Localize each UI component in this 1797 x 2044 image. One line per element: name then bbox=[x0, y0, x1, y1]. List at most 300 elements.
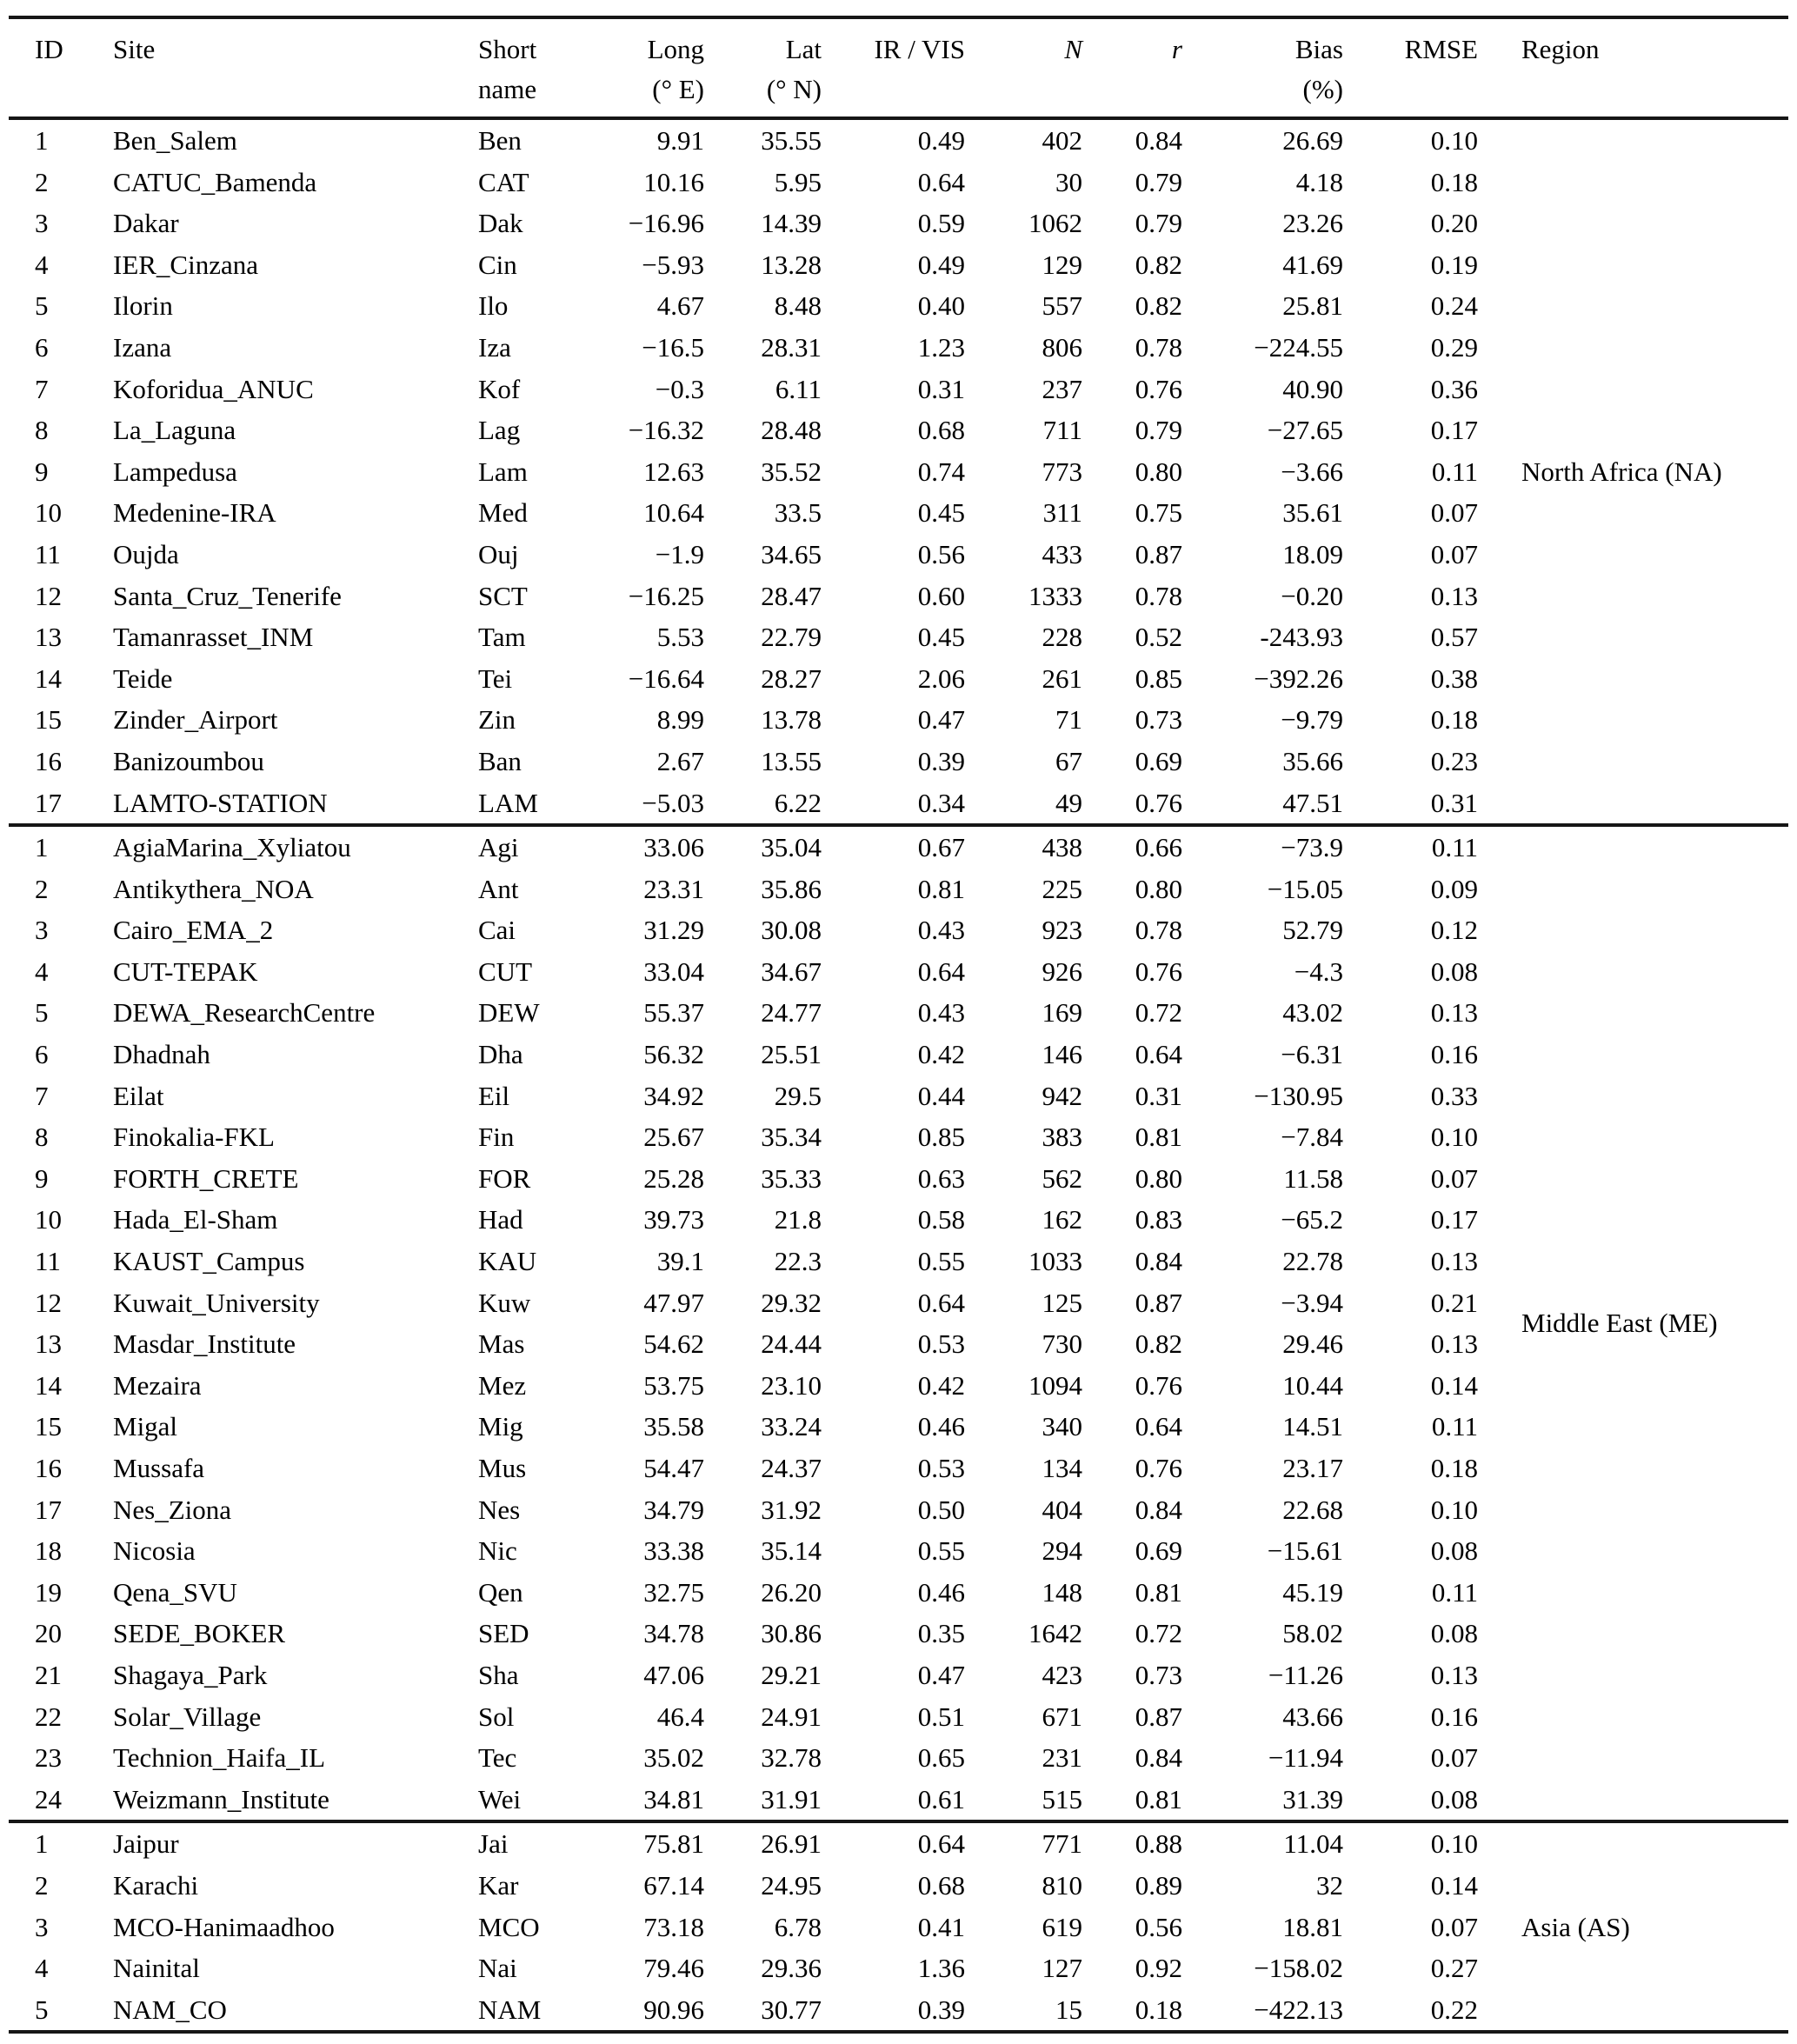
cell-bias: 32 bbox=[1316, 1869, 1343, 1901]
region-section bbox=[9, 825, 1788, 1821]
cell-n: 771 bbox=[1042, 1828, 1082, 1860]
cell-r: 0.69 bbox=[1135, 745, 1182, 776]
cell-n: 1333 bbox=[1028, 580, 1082, 611]
cell-short-name: NAM bbox=[478, 1994, 542, 2025]
header-id: ID bbox=[35, 34, 63, 64]
cell-id: 19 bbox=[35, 1576, 62, 1608]
cell-r: 0.76 bbox=[1135, 1369, 1182, 1401]
cell-id: 2 bbox=[35, 166, 49, 197]
cell-short-name: Kof bbox=[478, 373, 521, 404]
cell-id: 3 bbox=[35, 208, 49, 239]
cell-rmse: 0.14 bbox=[1430, 1869, 1478, 1901]
cell-bias: −4.3 bbox=[1294, 955, 1343, 987]
cell-site: Mezaira bbox=[113, 1369, 202, 1401]
cell-id: 7 bbox=[35, 1080, 49, 1111]
cell-long: 39.1 bbox=[656, 1246, 704, 1277]
cell-long: 10.64 bbox=[643, 497, 704, 529]
cell-id: 21 bbox=[35, 1659, 62, 1690]
cell-ir-vis: 0.31 bbox=[917, 373, 965, 404]
cell-r: 0.72 bbox=[1135, 1618, 1182, 1649]
cell-rmse: 0.11 bbox=[1431, 1411, 1478, 1442]
cell-lat: 22.3 bbox=[774, 1246, 822, 1277]
cell-lat: 6.22 bbox=[774, 787, 822, 818]
cell-n: 773 bbox=[1042, 456, 1082, 487]
cell-lat: 29.36 bbox=[761, 1953, 822, 1984]
cell-r: 0.76 bbox=[1135, 955, 1182, 987]
cell-short-name: Mez bbox=[478, 1369, 527, 1401]
cell-ir-vis: 0.61 bbox=[917, 1783, 965, 1814]
cell-site: Solar_Village bbox=[113, 1701, 262, 1732]
cell-r: 0.52 bbox=[1135, 622, 1182, 653]
cell-n: 125 bbox=[1042, 1287, 1082, 1318]
cell-n: 162 bbox=[1042, 1204, 1082, 1235]
cell-long: 4.67 bbox=[656, 290, 704, 322]
cell-lat: 34.65 bbox=[761, 538, 822, 569]
cell-lat: 29.5 bbox=[774, 1080, 822, 1111]
cell-ir-vis: 0.49 bbox=[917, 125, 965, 156]
cell-rmse: 0.13 bbox=[1430, 580, 1478, 611]
cell-rmse: 0.08 bbox=[1430, 1783, 1478, 1814]
region-cell: Middle East (ME) bbox=[1521, 1308, 1718, 1339]
cell-lat: 30.77 bbox=[761, 1994, 822, 2025]
cell-rmse: 0.29 bbox=[1430, 331, 1478, 363]
cell-rmse: 0.38 bbox=[1430, 662, 1478, 694]
cell-r: 0.78 bbox=[1135, 580, 1182, 611]
cell-id: 23 bbox=[35, 1742, 62, 1774]
cell-bias: −7.84 bbox=[1281, 1122, 1343, 1153]
cell-long: 25.28 bbox=[643, 1162, 704, 1194]
cell-id: 4 bbox=[35, 1953, 49, 1984]
cell-bias: 31.39 bbox=[1282, 1783, 1343, 1814]
cell-short-name: Ban bbox=[478, 745, 522, 776]
cell-ir-vis: 0.64 bbox=[917, 1828, 965, 1860]
cell-long: 53.75 bbox=[643, 1369, 704, 1401]
cell-site: Ben_Salem bbox=[113, 125, 237, 156]
cell-rmse: 0.11 bbox=[1431, 832, 1478, 863]
header-long: Long (° E) bbox=[647, 34, 704, 104]
cell-lat: 30.86 bbox=[761, 1618, 822, 1649]
cell-id: 5 bbox=[35, 997, 49, 1029]
cell-lat: 35.52 bbox=[761, 456, 822, 487]
cell-short-name: SCT bbox=[478, 580, 528, 611]
cell-site: Weizmann_Institute bbox=[113, 1783, 329, 1814]
cell-n: 711 bbox=[1042, 415, 1082, 446]
cell-r: 0.83 bbox=[1135, 1204, 1182, 1235]
cell-long: 47.06 bbox=[643, 1659, 704, 1690]
cell-r: 0.80 bbox=[1135, 873, 1182, 904]
cell-r: 0.69 bbox=[1135, 1535, 1182, 1567]
cell-site: Karachi bbox=[113, 1869, 199, 1901]
cell-short-name: Med bbox=[478, 497, 528, 529]
cell-ir-vis: 0.64 bbox=[917, 955, 965, 987]
cell-n: 146 bbox=[1042, 1039, 1082, 1070]
cell-id: 9 bbox=[35, 1162, 49, 1194]
region-cell: Asia (AS) bbox=[1521, 1911, 1630, 1942]
cell-id: 10 bbox=[35, 497, 62, 529]
cell-ir-vis: 0.41 bbox=[917, 1911, 965, 1942]
cell-r: 0.87 bbox=[1135, 1287, 1182, 1318]
cell-long: 10.16 bbox=[643, 166, 704, 197]
cell-short-name: Agi bbox=[478, 832, 519, 863]
cell-long: 33.04 bbox=[643, 955, 704, 987]
cell-lat: 31.92 bbox=[761, 1494, 822, 1525]
cell-id: 17 bbox=[35, 787, 62, 818]
cell-id: 17 bbox=[35, 1494, 62, 1525]
cell-short-name: Tei bbox=[478, 662, 513, 694]
cell-n: 402 bbox=[1042, 125, 1082, 156]
cell-n: 433 bbox=[1042, 538, 1082, 569]
cell-n: 127 bbox=[1042, 1953, 1082, 1984]
cell-ir-vis: 0.47 bbox=[917, 1659, 965, 1690]
cell-short-name: Fin bbox=[478, 1122, 515, 1153]
cell-n: 134 bbox=[1042, 1453, 1082, 1483]
cell-lat: 21.8 bbox=[774, 1204, 822, 1235]
cell-lat: 35.86 bbox=[761, 873, 822, 904]
cell-n: 730 bbox=[1042, 1328, 1082, 1360]
cell-bias: −392.26 bbox=[1254, 662, 1343, 694]
cell-rmse: 0.18 bbox=[1430, 166, 1478, 197]
cell-long: −16.64 bbox=[628, 662, 704, 694]
cell-site: Hada_El-Sham bbox=[113, 1204, 278, 1235]
cell-bias: 47.51 bbox=[1282, 787, 1343, 818]
cell-bias: −15.05 bbox=[1267, 873, 1343, 904]
cell-site: Oujda bbox=[113, 538, 179, 569]
cell-long: 34.92 bbox=[643, 1080, 704, 1111]
cell-r: 0.31 bbox=[1135, 1080, 1182, 1111]
cell-lat: 26.91 bbox=[761, 1828, 822, 1860]
cell-id: 6 bbox=[35, 331, 49, 363]
cell-lat: 8.48 bbox=[774, 290, 822, 322]
cell-lat: 24.37 bbox=[761, 1453, 822, 1483]
cell-bias: 22.68 bbox=[1282, 1494, 1343, 1525]
cell-rmse: 0.08 bbox=[1430, 1535, 1478, 1567]
cell-short-name: Lag bbox=[478, 415, 521, 446]
cell-lat: 29.21 bbox=[761, 1659, 822, 1690]
cell-rmse: 0.10 bbox=[1430, 1828, 1478, 1860]
cell-long: −0.3 bbox=[655, 373, 704, 404]
cell-short-name: Qen bbox=[478, 1576, 523, 1608]
cell-short-name: Sha bbox=[478, 1659, 519, 1690]
cell-lat: 24.77 bbox=[761, 997, 822, 1029]
cell-bias: −27.65 bbox=[1267, 415, 1343, 446]
cell-bias: 18.81 bbox=[1282, 1911, 1343, 1942]
cell-short-name: Mas bbox=[478, 1328, 525, 1360]
cell-site: CUT-TEPAK bbox=[113, 955, 258, 987]
cell-n: 237 bbox=[1042, 373, 1082, 404]
cell-long: 54.47 bbox=[643, 1453, 704, 1483]
cell-short-name: Lam bbox=[478, 456, 528, 487]
cell-id: 5 bbox=[35, 1994, 49, 2025]
cell-rmse: 0.19 bbox=[1430, 249, 1478, 280]
cell-n: 169 bbox=[1042, 997, 1082, 1029]
cell-r: 0.75 bbox=[1135, 497, 1182, 529]
cell-lat: 32.78 bbox=[761, 1742, 822, 1774]
cell-ir-vis: 0.44 bbox=[917, 1080, 965, 1111]
cell-rmse: 0.11 bbox=[1431, 1576, 1478, 1608]
cell-id: 11 bbox=[35, 1246, 61, 1277]
cell-long: 79.46 bbox=[643, 1953, 704, 1984]
cell-site: Izana bbox=[113, 331, 172, 363]
cell-id: 20 bbox=[35, 1618, 62, 1649]
cell-r: 0.78 bbox=[1135, 915, 1182, 946]
cell-bias: 41.69 bbox=[1282, 249, 1343, 280]
cell-n: 923 bbox=[1042, 915, 1082, 946]
cell-bias: 35.61 bbox=[1282, 497, 1343, 529]
cell-rmse: 0.22 bbox=[1430, 1994, 1478, 2025]
cell-ir-vis: 2.06 bbox=[917, 662, 965, 694]
cell-lat: 14.39 bbox=[761, 208, 822, 239]
cell-n: 423 bbox=[1042, 1659, 1082, 1690]
cell-short-name: Ouj bbox=[478, 538, 519, 569]
region-cell: North Africa (NA) bbox=[1521, 456, 1722, 487]
cell-ir-vis: 0.53 bbox=[917, 1328, 965, 1360]
cell-r: 0.79 bbox=[1135, 166, 1182, 197]
cell-site: IER_Cinzana bbox=[113, 249, 259, 280]
cell-r: 0.72 bbox=[1135, 997, 1182, 1029]
cell-ir-vis: 0.43 bbox=[917, 997, 965, 1029]
cell-rmse: 0.12 bbox=[1430, 915, 1478, 946]
cell-long: 35.02 bbox=[643, 1742, 704, 1774]
cell-lat: 24.95 bbox=[761, 1869, 822, 1901]
cell-site: Cairo_EMA_2 bbox=[113, 915, 274, 946]
cell-rmse: 0.11 bbox=[1431, 456, 1478, 487]
cell-lat: 30.08 bbox=[761, 915, 822, 946]
cell-id: 10 bbox=[35, 1204, 62, 1235]
cell-lat: 24.91 bbox=[761, 1701, 822, 1732]
cell-site: Dakar bbox=[113, 208, 179, 239]
cell-r: 0.76 bbox=[1135, 787, 1182, 818]
cell-ir-vis: 0.64 bbox=[917, 166, 965, 197]
cell-bias: −130.95 bbox=[1254, 1080, 1343, 1111]
cell-r: 0.88 bbox=[1135, 1828, 1182, 1860]
cell-bias: 23.17 bbox=[1282, 1453, 1343, 1483]
cell-n: 71 bbox=[1055, 704, 1082, 736]
cell-long: 33.06 bbox=[643, 832, 704, 863]
cell-bias: 45.19 bbox=[1282, 1576, 1343, 1608]
cell-short-name: Mig bbox=[478, 1411, 523, 1442]
cell-short-name: Cin bbox=[478, 249, 517, 280]
cell-lat: 28.47 bbox=[761, 580, 822, 611]
cell-short-name: Had bbox=[478, 1204, 523, 1235]
cell-id: 15 bbox=[35, 1411, 62, 1442]
cell-lat: 28.48 bbox=[761, 415, 822, 446]
header-short-name: Short name bbox=[478, 34, 537, 104]
cell-short-name: Jai bbox=[478, 1828, 509, 1860]
cell-r: 0.89 bbox=[1135, 1869, 1182, 1901]
cell-site: Dhadnah bbox=[113, 1039, 210, 1070]
cell-lat: 13.55 bbox=[761, 745, 822, 776]
cell-n: 340 bbox=[1042, 1411, 1082, 1442]
cell-bias: −11.26 bbox=[1268, 1659, 1343, 1690]
cell-ir-vis: 0.56 bbox=[917, 538, 965, 569]
cell-ir-vis: 0.59 bbox=[917, 208, 965, 239]
cell-bias: 43.66 bbox=[1282, 1701, 1343, 1732]
cell-site: Qena_SVU bbox=[113, 1576, 237, 1608]
cell-site: Ilorin bbox=[113, 290, 173, 322]
cell-short-name: Nes bbox=[478, 1494, 521, 1525]
cell-r: 0.81 bbox=[1135, 1783, 1182, 1814]
header-region: Region bbox=[1521, 34, 1600, 64]
table-row bbox=[9, 1821, 1788, 1865]
cell-ir-vis: 1.36 bbox=[917, 1953, 965, 1984]
cell-site: Nainital bbox=[113, 1953, 200, 1984]
cell-id: 18 bbox=[35, 1535, 62, 1567]
cell-short-name: Zin bbox=[478, 704, 516, 736]
cell-ir-vis: 0.39 bbox=[917, 745, 965, 776]
cell-site: La_Laguna bbox=[113, 415, 236, 446]
cell-site: LAMTO-STATION bbox=[113, 787, 328, 818]
cell-n: 228 bbox=[1042, 622, 1082, 653]
cell-site: Jaipur bbox=[113, 1828, 179, 1860]
cell-short-name: Kar bbox=[478, 1869, 519, 1901]
cell-ir-vis: 0.47 bbox=[917, 704, 965, 736]
cell-rmse: 0.20 bbox=[1430, 208, 1478, 239]
cell-rmse: 0.08 bbox=[1430, 1618, 1478, 1649]
cell-lat: 35.33 bbox=[761, 1162, 822, 1194]
cell-r: 0.85 bbox=[1135, 662, 1182, 694]
cell-bias: 18.09 bbox=[1282, 538, 1343, 569]
cell-lat: 13.28 bbox=[761, 249, 822, 280]
cell-ir-vis: 0.49 bbox=[917, 249, 965, 280]
cell-id: 7 bbox=[35, 373, 49, 404]
cell-rmse: 0.16 bbox=[1430, 1039, 1478, 1070]
cell-site: Nicosia bbox=[113, 1535, 196, 1567]
cell-r: 0.18 bbox=[1135, 1994, 1182, 2025]
cell-n: 926 bbox=[1042, 955, 1082, 987]
cell-n: 557 bbox=[1042, 290, 1082, 322]
cell-rmse: 0.13 bbox=[1430, 997, 1478, 1029]
cell-lat: 13.78 bbox=[761, 704, 822, 736]
cell-ir-vis: 0.85 bbox=[917, 1122, 965, 1153]
cell-rmse: 0.07 bbox=[1430, 538, 1478, 569]
cell-site: FORTH_CRETE bbox=[113, 1162, 299, 1194]
cell-long: 31.29 bbox=[643, 915, 704, 946]
cell-id: 13 bbox=[35, 622, 62, 653]
cell-lat: 28.27 bbox=[761, 662, 822, 694]
cell-lat: 25.51 bbox=[761, 1039, 822, 1070]
cell-r: 0.73 bbox=[1135, 704, 1182, 736]
cell-site: DEWA_ResearchCentre bbox=[113, 997, 376, 1029]
cell-rmse: 0.17 bbox=[1430, 415, 1478, 446]
cell-short-name: SED bbox=[478, 1618, 529, 1649]
cell-id: 8 bbox=[35, 415, 49, 446]
cell-n: 1033 bbox=[1028, 1246, 1082, 1277]
cell-ir-vis: 0.45 bbox=[917, 622, 965, 653]
cell-lat: 35.14 bbox=[761, 1535, 822, 1567]
cell-short-name: FOR bbox=[478, 1162, 531, 1194]
cell-short-name: Kuw bbox=[478, 1287, 531, 1318]
cell-site: Eilat bbox=[113, 1080, 164, 1111]
cell-long: −16.25 bbox=[628, 580, 704, 611]
cell-ir-vis: 0.34 bbox=[917, 787, 965, 818]
cell-ir-vis: 0.60 bbox=[917, 580, 965, 611]
cell-short-name: Nic bbox=[478, 1535, 517, 1567]
cell-id: 22 bbox=[35, 1701, 62, 1732]
cell-site: KAUST_Campus bbox=[113, 1246, 305, 1277]
cell-n: 810 bbox=[1042, 1869, 1082, 1901]
cell-lat: 6.78 bbox=[774, 1911, 822, 1942]
cell-ir-vis: 0.74 bbox=[917, 456, 965, 487]
region-section bbox=[9, 118, 1788, 825]
cell-id: 5 bbox=[35, 290, 49, 322]
cell-r: 0.87 bbox=[1135, 1701, 1182, 1732]
cell-short-name: MCO bbox=[478, 1911, 540, 1942]
cell-n: 294 bbox=[1042, 1535, 1082, 1567]
cell-rmse: 0.14 bbox=[1430, 1369, 1478, 1401]
cell-bias: 40.90 bbox=[1282, 373, 1343, 404]
cell-n: 806 bbox=[1042, 331, 1082, 363]
header-lat: Lat (° N) bbox=[766, 34, 822, 104]
cell-r: 0.80 bbox=[1135, 456, 1182, 487]
cell-n: 67 bbox=[1055, 745, 1082, 776]
cell-long: 23.31 bbox=[643, 873, 704, 904]
cell-rmse: 0.08 bbox=[1430, 955, 1478, 987]
cell-long: −16.5 bbox=[642, 331, 704, 363]
site-stats-table bbox=[9, 16, 1788, 2034]
cell-short-name: Dak bbox=[478, 208, 523, 239]
cell-r: 0.66 bbox=[1135, 832, 1182, 863]
cell-lat: 24.44 bbox=[761, 1328, 822, 1360]
cell-site: AgiaMarina_Xyliatou bbox=[113, 832, 351, 863]
cell-lat: 35.04 bbox=[761, 832, 822, 863]
cell-rmse: 0.07 bbox=[1430, 1162, 1478, 1194]
cell-rmse: 0.09 bbox=[1430, 873, 1478, 904]
cell-ir-vis: 0.81 bbox=[917, 873, 965, 904]
cell-long: 35.58 bbox=[643, 1411, 704, 1442]
cell-n: 562 bbox=[1042, 1162, 1082, 1194]
cell-lat: 28.31 bbox=[761, 331, 822, 363]
cell-ir-vis: 0.50 bbox=[917, 1494, 965, 1525]
cell-long: −5.93 bbox=[642, 249, 704, 280]
cell-bias: −15.61 bbox=[1267, 1535, 1343, 1567]
cell-rmse: 0.07 bbox=[1430, 1911, 1478, 1942]
cell-site: Mussafa bbox=[113, 1453, 205, 1483]
cell-long: 34.81 bbox=[643, 1783, 704, 1814]
cell-rmse: 0.27 bbox=[1430, 1953, 1478, 1984]
cell-r: 0.84 bbox=[1135, 1742, 1182, 1774]
cell-ir-vis: 0.46 bbox=[917, 1576, 965, 1608]
header-ir-vis: IR / VIS bbox=[874, 34, 965, 64]
cell-r: 0.81 bbox=[1135, 1576, 1182, 1608]
cell-r: 0.64 bbox=[1135, 1411, 1182, 1442]
cell-lat: 29.32 bbox=[761, 1287, 822, 1318]
cell-site: Antikythera_NOA bbox=[113, 873, 314, 904]
cell-n: 515 bbox=[1042, 1783, 1082, 1814]
cell-long: −16.96 bbox=[628, 208, 704, 239]
cell-long: 39.73 bbox=[643, 1204, 704, 1235]
cell-bias: −73.9 bbox=[1281, 832, 1343, 863]
cell-site: SEDE_BOKER bbox=[113, 1618, 286, 1649]
cell-r: 0.64 bbox=[1135, 1039, 1182, 1070]
cell-short-name: Tec bbox=[478, 1742, 517, 1774]
cell-long: 8.99 bbox=[656, 704, 704, 736]
cell-short-name: CUT bbox=[478, 955, 532, 987]
cell-id: 1 bbox=[35, 1828, 49, 1860]
cell-r: 0.78 bbox=[1135, 331, 1182, 363]
cell-long: 56.32 bbox=[643, 1039, 704, 1070]
cell-r: 0.79 bbox=[1135, 415, 1182, 446]
header-site: Site bbox=[113, 34, 156, 64]
cell-long: 25.67 bbox=[643, 1122, 704, 1153]
cell-n: 383 bbox=[1042, 1122, 1082, 1153]
cell-ir-vis: 0.45 bbox=[917, 497, 965, 529]
cell-ir-vis: 1.23 bbox=[917, 331, 965, 363]
cell-rmse: 0.10 bbox=[1430, 1122, 1478, 1153]
cell-site: Shagaya_Park bbox=[113, 1659, 268, 1690]
table-row bbox=[9, 825, 1788, 869]
cell-rmse: 0.23 bbox=[1430, 745, 1478, 776]
cell-bias: 25.81 bbox=[1282, 290, 1343, 322]
